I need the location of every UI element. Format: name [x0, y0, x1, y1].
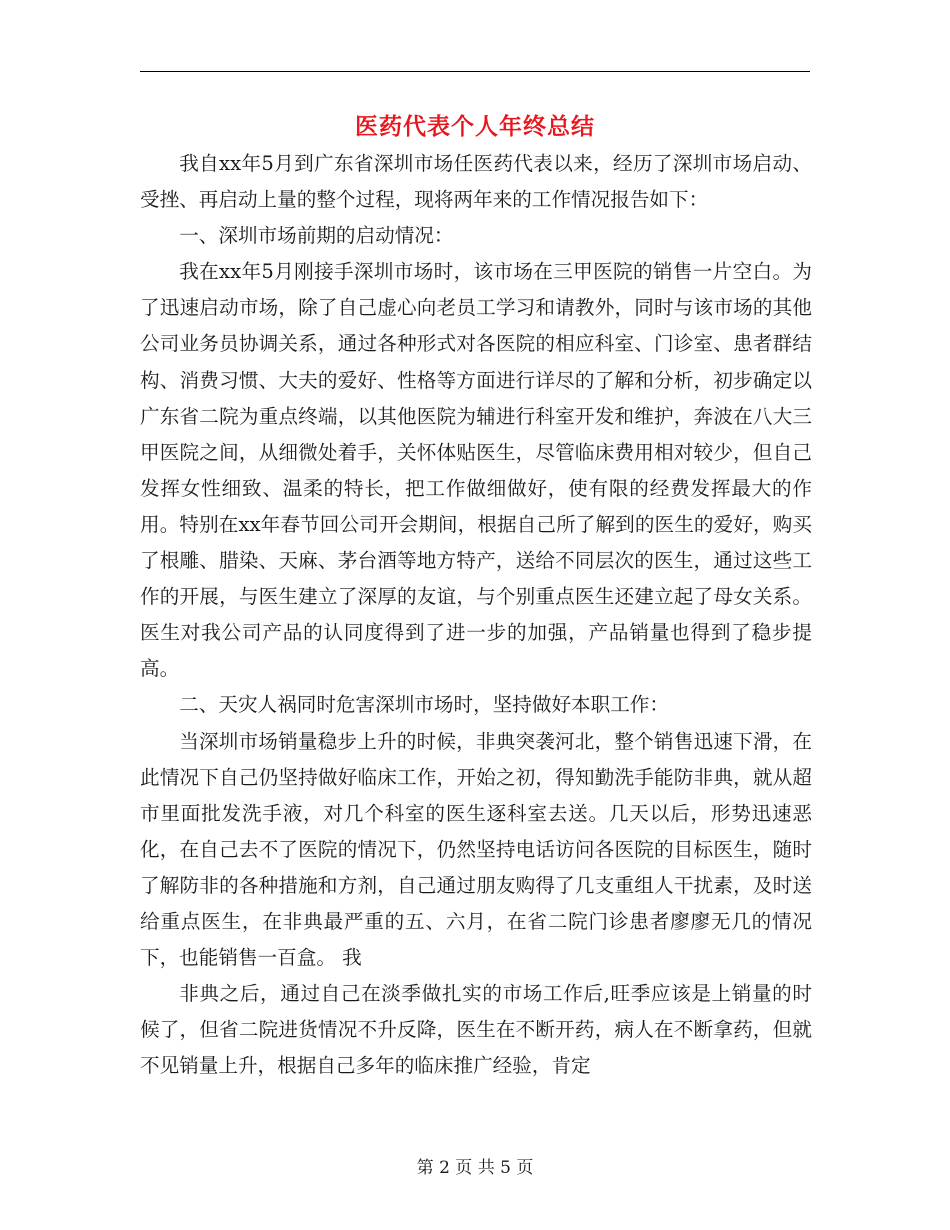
- section-heading-2: 二、天灾人祸同时危害深圳市场时，坚持做好本职工作：: [179, 693, 670, 717]
- paragraph-section-1: 我在xx年5月刚接手深圳市场时，该市场在三甲医院的销售一片空白。为了迅速启动市场，除了自己虚心向老员工学习和请教外，同时与该市场的其他公司业务员协调关系，通过各种形式对各医院的相应科室、门诊室、患者群结构、消费习惯、大夫的爱好、性格等方面进行详尽的了解和分析，初步确定以广东省二院为重点终端，以其他医院为辅进行科室开发和维护，奔波在八大三甲医院之间，从细微处着手，关怀体贴医生，尽管临床费用相对较少，但自己发挥女性细致、温柔的特长，把工作做细做好，使有限的经费发挥最大的作用。特别在xx年春节回公司开会期间，根据自己所了解到的医生的爱好，购买了根雕、腊染、天麻、茅台酒等地方特产，送给不同层次的医生，通过这些工作的开展，与医生建立了深厚的友谊，与个别重点医生还建立起了母女关系。医生对我公司产品的认同度得到了进一步的加强，产品销量也得到了稳步提高。: [140, 260, 812, 681]
- paragraph-section-2: 当深圳市场销量稳步上升的时候，非典突袭河北，整个销售迅速下滑，在此情况下自己仍坚持做好临床工作，开始之初，得知勤洗手能防非典，就从超市里面批发洗手液，对几个科室的医生逐科室去送。几天以后，形势迅速恶化，在自己去不了医院的情况下，仍然坚持电话访问各医院的目标医生，随时了解防非的各种措施和方剂，自己通过朋友购得了几支重组人干扰素，及时送给重点医生，在非典最严重的五、六月，在省二院门诊患者廖廖无几的情况下，也能销售一百盒。 我: [140, 729, 812, 970]
- section-heading-1: 一、深圳市场前期的启动情况：: [179, 224, 454, 248]
- page-number-footer: 第 2 页 共 5 页: [416, 1158, 534, 1178]
- header-rule: [140, 71, 810, 72]
- document-body: [140, 146, 812, 1084]
- paragraph-intro: 我自xx年5月到广东省深圳市场任医药代表以来，经历了深圳市场启动、受挫、再启动上量的整个过程，现将两年来的工作情况报告如下：: [140, 152, 812, 212]
- document-title: 医药代表个人年终总结: [355, 113, 595, 140]
- paragraph-section-2-continued: 非典之后，通过自己在淡季做扎实的市场工作后,旺季应该是上销量的时候了，但省二院进货情况不升反降，医生在不断开药，病人在不断拿药，但就不见销量上升，根据自己多年的临床推广经验，肯定: [140, 982, 812, 1078]
